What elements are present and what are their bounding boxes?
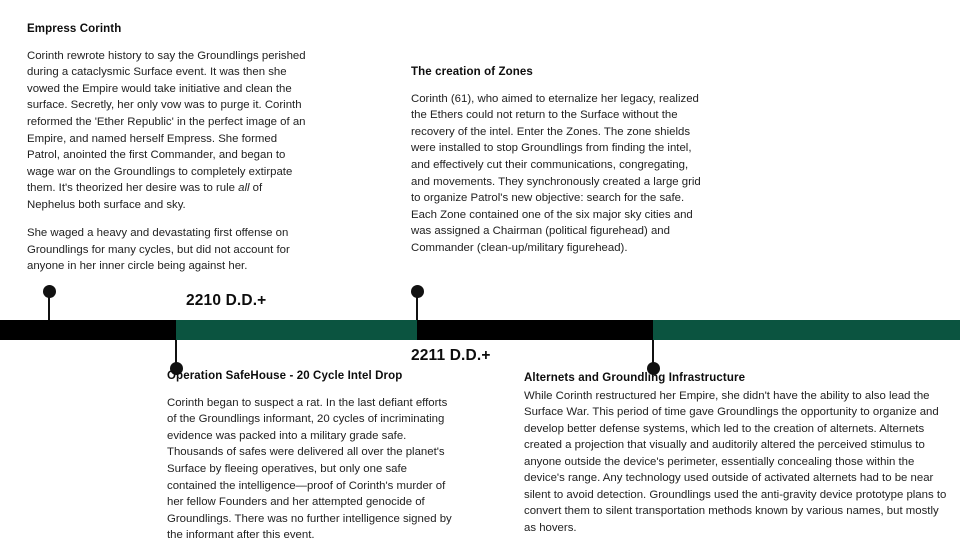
event-body-operation-safehouse: Corinth began to suspect a rat. In the last defiant efforts of the Groundlings informant, 20 cycles of incriminating evidence was packed into a military grade safe. Thousands of safes were delivered all over the planet's Surface by fleeing operatives, but only one safe contained the intelligence—proof of Corinth's murder of her fellow Founders and her attempted genocide of Groundlings. There was no further intelligence signed by the informant after this event.: [167, 396, 452, 542]
event-body-alternets: While Corinth restructured her Empire, she didn't have the ability to also lead the Surface War. This period of time gave Groundlings the opportunity to organize and develop better defense systems, which led to the creation of alternets. Alternets created a projection that visually and auditorily altered the perceived stimulus to anyone outside the device's perimeter, essentially concealing those within the device's range. Any technology used outside of activated alternets had to be near silent to avoid detection. Groundlings used the anti-gravity device prototype plans to convert them to silent transportation methods known by various names, but mostly as hovers.: [524, 389, 947, 534]
event-title-empress-corinth: Empress Corinth: [27, 23, 122, 35]
event-body-creation-of-zones: Corinth (61), who aimed to eternalize her legacy, realized the Ethers could not return to the Surface without the recovery of the intel. Enter the Zones. The zone shields were installed to stop Groundlings from finding the intel, and effectively cut their communications, congregating, and movements. They synchronously created a large grid to organize Patrol's new objective: search for the safe. Each Zone contained one of the six major sky cities and was assigned a Chairman (political figurehead) and Commander (clean-up/military figurehead).: [411, 92, 701, 254]
event-body-text-b: of Nephelus both surface and sky.: [27, 182, 263, 211]
timeline-segment-3: [417, 320, 653, 340]
event-body-empress-corinth-paragraph-2: She waged a heavy and devastating first offense on Groundlings for many cycles, but did not account for anyone in her inner circle being against her.: [27, 227, 290, 273]
event-block-empress-corinth: [27, 22, 313, 275]
timeline-era-label-2211: 2211 D.D.+: [411, 347, 491, 364]
marker-dot-icon: [43, 285, 56, 298]
event-block-alternets: [524, 371, 950, 536]
event-title-creation-of-zones: The creation of Zones: [411, 66, 533, 78]
event-title-alternets: Alternets and Groundling Infrastructure: [524, 372, 746, 384]
event-block-operation-safehouse: [167, 369, 452, 544]
event-block-creation-of-zones: [411, 65, 701, 256]
timeline-segment-2: [176, 320, 417, 340]
timeline-era-label-2210: 2210 D.D.+: [186, 292, 267, 309]
event-body-text-a: Corinth rewrote history to say the Groundlings perished during a cataclysmic Surface event. It was then she vowed the Empire would take initiative and clean the surface. Secretly, her only vow was to purge it. Corinth reformed the 'Ether Republic' in the perfect image of an Empire, and named herself Empress. She formed Patrol, anointed the first Commander, and began to wage war on the Groundlings to completely extirpate them. It's theorized her desire was to rule: [27, 49, 306, 195]
event-title-operation-safehouse: Operation SafeHouse - 20 Cycle Intel Drop: [167, 370, 403, 382]
marker-dot-icon: [411, 285, 424, 298]
timeline-bar: [0, 320, 960, 340]
event-body-emphasis: all: [238, 182, 250, 195]
timeline-segment-4: [653, 320, 960, 340]
event-body-empress-corinth-paragraph-1: [27, 48, 313, 213]
timeline-segment-1: [0, 320, 176, 340]
